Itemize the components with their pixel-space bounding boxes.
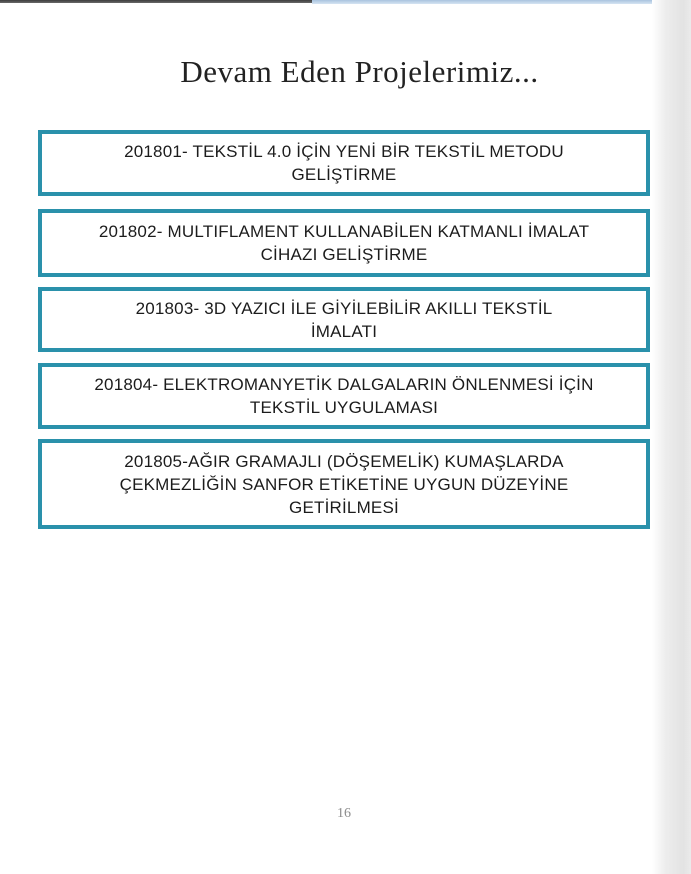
project-box-201804 xyxy=(38,363,650,429)
project-box-label: 201802- MULTIFLAMENT KULLANABİLEN KATMANLI İMALAT CİHAZI GELİŞTİRME xyxy=(98,222,590,264)
project-box-label: 201803- 3D YAZICI İLE GİYİLEBİLİR AKILLI TEKSTİL İMALATI xyxy=(135,298,553,341)
project-box-label: 201801- TEKSTİL 4.0 İÇİN YENİ BİR TEKSTİL METODU GELİŞTİRME xyxy=(124,142,564,184)
top-window-edge-dark xyxy=(0,0,312,3)
project-box-201803 xyxy=(38,287,650,352)
project-box-201802 xyxy=(38,209,650,277)
slide-title: Devam Eden Projelerimiz... xyxy=(180,54,539,89)
top-window-edge-blue xyxy=(312,0,660,4)
page-edge-shadow xyxy=(652,0,691,874)
project-box-201805 xyxy=(38,439,650,529)
project-box-201801 xyxy=(38,130,650,196)
project-box-label: 201805-AĞIR GRAMAJLI (DÖŞEMELİK) KUMAŞLARDA ÇEKMEZLİĞİN SANFOR ETİKETİNE UYGUN DÜZEYİNE GETİRİLMESİ xyxy=(119,451,569,517)
project-box-label: 201804- ELEKTROMANYETİK DALGALARIN ÖNLENMESİ İÇİN TEKSTİL UYGULAMASI xyxy=(94,375,594,417)
page-number: 16 xyxy=(337,806,351,821)
